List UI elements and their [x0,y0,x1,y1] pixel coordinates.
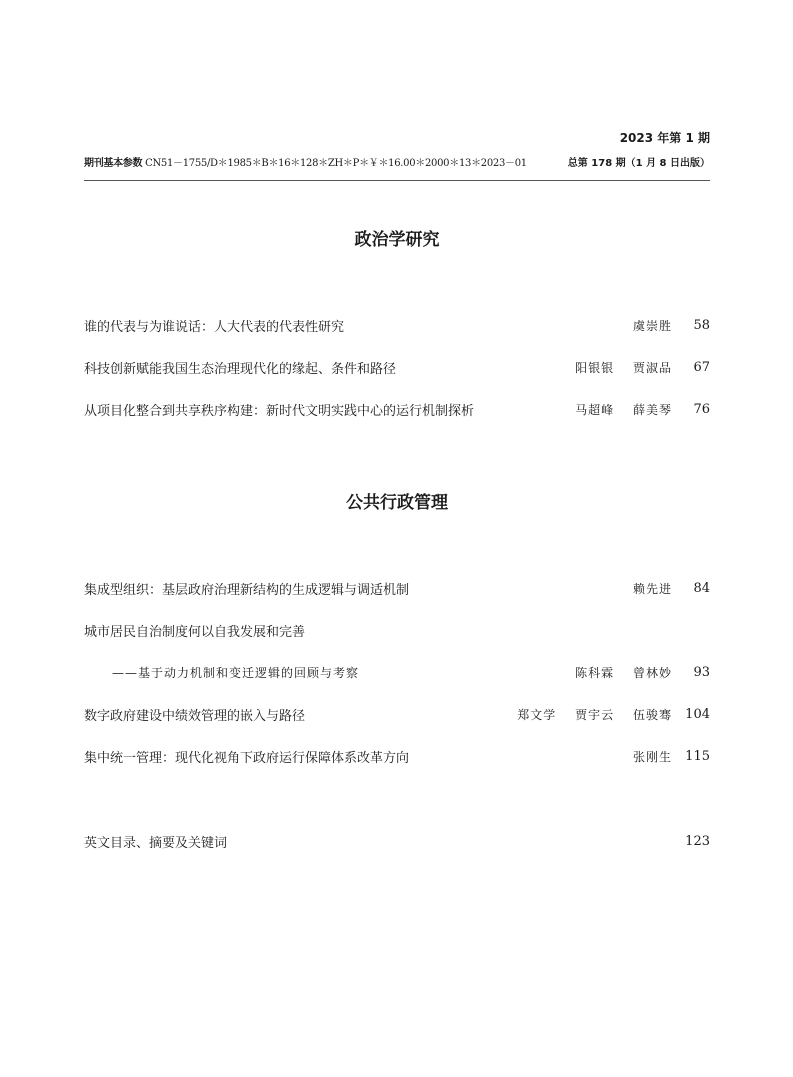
entry-title: 城市居民自治制度何以自我发展和完善 [84,624,306,640]
section-heading: 公共行政管理 [346,493,448,513]
author: 赖先进 [632,581,672,596]
author: 贾淑品 [632,360,672,375]
toc-entry[interactable] [84,704,710,724]
entry-authors [561,359,672,376]
toc-entry[interactable] [84,357,710,377]
page-number: 93 [693,664,710,680]
entry-title: 数字政府建设中绩效管理的嵌入与路径 [84,708,306,724]
page-number: 123 [685,833,710,849]
entry-title: 科技创新赋能我国生态治理现代化的缘起、条件和路径 [84,361,397,377]
header-rule [84,180,710,181]
author: 郑文学 [517,707,557,722]
entry-title: 集中统一管理：现代化视角下政府运行保障体系改革方向 [84,750,410,766]
page-number: 104 [685,706,710,722]
author: 虞崇胜 [632,318,672,333]
author: 贾宇云 [575,707,615,722]
page-number: 58 [693,317,710,333]
params-value: CN51－1755/D＊1985＊B＊16＊128＊ZH＊P＊￥＊16.00＊2000＊13＊2023－01 [145,157,527,169]
params-label: 期刊基本参数 [84,157,143,169]
total-issue: 总第 178 期（1 月 8 日出版） [567,157,710,169]
author: 马超峰 [575,402,615,417]
toc-entry[interactable] [84,620,710,640]
toc-entry[interactable] [84,578,710,598]
appendix-title: 英文目录、摘要及关键词 [84,835,228,851]
toc-entry[interactable] [84,746,710,766]
page-number: 115 [685,748,710,764]
entry-authors [619,317,672,334]
journal-parameters [84,153,710,169]
entry-authors [503,706,672,723]
entry-authors [561,401,672,418]
entry-authors [619,748,672,765]
page-number: 84 [693,580,710,596]
author: 曾林妙 [632,665,672,680]
author: 陈科霖 [575,665,615,680]
page-number: 67 [693,359,710,375]
toc-entry[interactable] [84,399,710,419]
author: 伍骏骞 [632,707,672,722]
section-heading: 政治学研究 [354,230,440,250]
params-line [84,154,527,169]
author: 阳银银 [575,360,615,375]
entry-authors [619,580,672,597]
entry-title: 谁的代表与为谁说话：人大代表的代表性研究 [84,319,345,335]
entry-subtitle: ——基于动力机制和变迁逻辑的回顾与考察 [112,665,360,680]
entry-title: 从项目化整合到共享秩序构建：新时代文明实践中心的运行机制探析 [84,403,475,419]
page-number: 76 [693,401,710,417]
issue-label: 2023 年第 1 期 [619,131,710,145]
entry-authors [561,664,672,681]
toc-entry-appendix[interactable] [84,831,710,851]
author: 张刚生 [632,749,672,764]
toc-entry-subtitle[interactable] [84,662,710,682]
author: 薛美琴 [632,402,672,417]
toc-entry[interactable] [84,315,710,335]
entry-title: 集成型组织：基层政府治理新结构的生成逻辑与调适机制 [84,582,410,598]
